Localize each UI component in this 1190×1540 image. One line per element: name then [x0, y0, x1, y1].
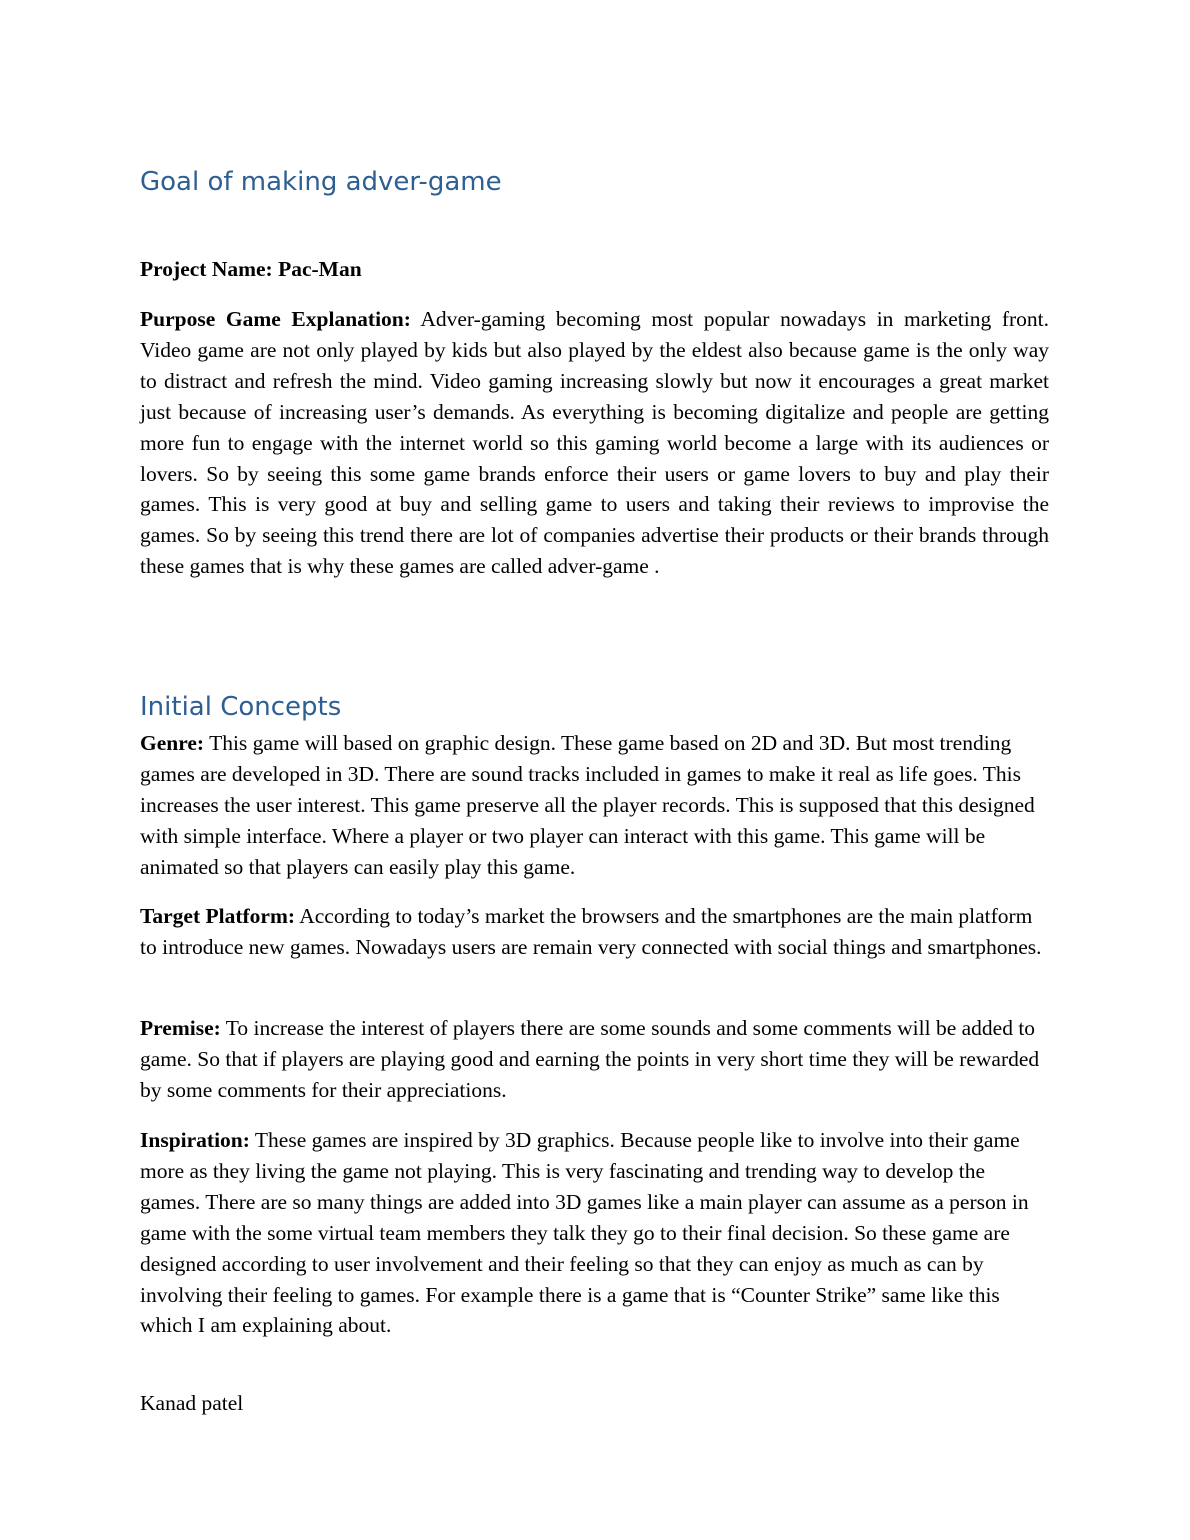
purpose-text: Adver-gaming becoming most popular nowadays in marketing front. Video game are not only played by kids but also played by the eldest also because game is the only way to distract and refresh the mind. Video gaming increasing slowly but now it encourages a great market just because of increasing user’s demands. As everything is becoming digitalize and people are getting more fun to engage with the internet world so this gaming world become a large with its audiences or lovers. So by seeing this some game brands enforce their users or game lovers to buy and play their games. This is very good at buy and selling game to users and taking their reviews to improvise the games. So by seeing this trend there are lot of companies advertise their products or their brands through these games that is why these games are called adver-game .	[140, 307, 1050, 579]
author-name: Kanad patel	[140, 1391, 244, 1415]
target-platform-label: Target Platform:	[140, 904, 296, 928]
target-platform-paragraph	[140, 901, 1049, 963]
genre-text: This game will based on graphic design. These game based on 2D and 3D. But most trending games are developed in 3D. There are sound tracks included in games to make it real as life goes. This increases the user interest. This game preserve all the player records. This is supposed that this designed with simple interface. Where a player or two player can interact with this game. This game will be animated so that players can easily play this game.	[140, 731, 1035, 879]
target-platform-text: According to today’s market the browsers and the smartphones are the main platform to introduce new games. Nowadays users are remain very connected with social things and smartphones.	[140, 904, 1042, 959]
project-name-paragraph	[140, 254, 1049, 285]
genre-paragraph	[140, 728, 1049, 883]
genre-label: Genre:	[140, 731, 205, 755]
initial-concepts-heading: Initial Concepts	[140, 692, 342, 722]
inspiration-label: Inspiration:	[140, 1128, 250, 1152]
purpose-label: Purpose Game Explanation:	[140, 307, 411, 331]
purpose-paragraph	[140, 304, 1049, 582]
premise-text: To increase the interest of players there are some sounds and some comments will be added to game. So that if players are playing good and earning the points in very short time they will be rewarded by some comments for their appreciations.	[140, 1016, 1040, 1102]
project-name-label: Project Name: Pac-Man	[140, 257, 362, 281]
inspiration-text: These games are inspired by 3D graphics. Because people like to involve into their game more as they living the game not playing. This is very fascinating and trending way to develop the games. There are so many things are added into 3D games like a main player can assume as a person in game with the some virtual team members they talk they go to their final decision. So these game are designed according to user involvement and their feeling so that they can enjoy as much as can by involving their feeling to games. For example there is a game that is “Counter Strike” same like this which I am explaining about.	[140, 1128, 1029, 1338]
premise-paragraph	[140, 1013, 1049, 1106]
premise-label: Premise:	[140, 1016, 221, 1040]
inspiration-paragraph	[140, 1125, 1049, 1341]
goal-heading: Goal of making adver-game	[140, 167, 502, 197]
